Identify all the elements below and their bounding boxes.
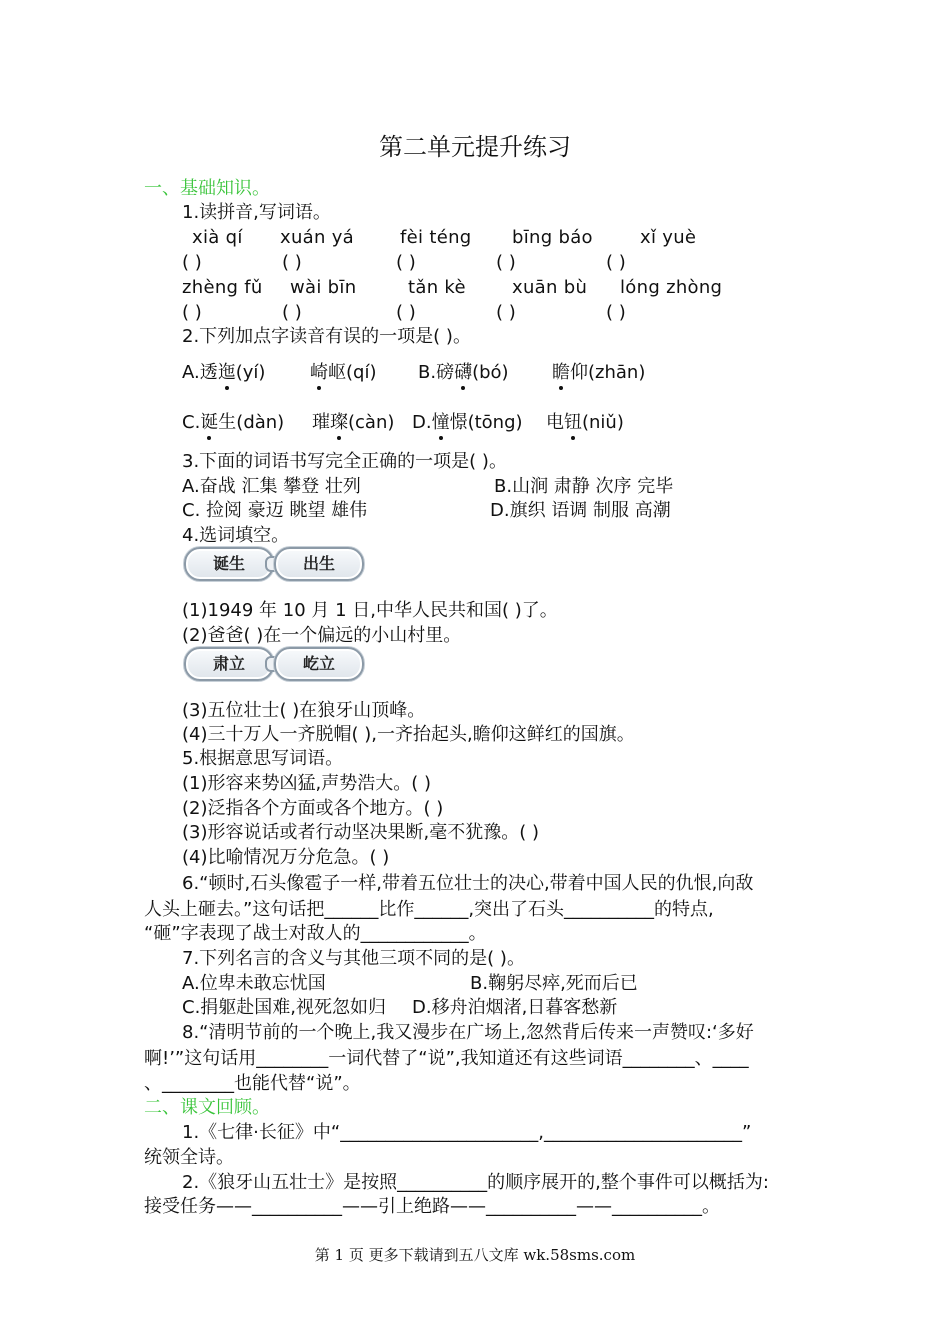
section-heading-basics: 一、基础知识。: [144, 178, 270, 199]
word-chip-dansheng: 诞生: [184, 547, 274, 581]
review-2-line-1: 2.《狼牙山五壮士》是按照__________的顺序展开的,整个事件可以概括为:: [182, 1172, 769, 1193]
q1-blank[interactable]: ( ): [606, 302, 626, 323]
q4-sentence-1: (1)1949 年 10 月 1 日,中华人民共和国( )了。: [182, 600, 558, 621]
q7-option-c: C.捐躯赴国难,视死忽如归: [182, 997, 387, 1018]
q2-option-c-word2: 璀璨(càn): [312, 412, 395, 433]
q1-blank[interactable]: ( ): [282, 302, 302, 323]
q1-pinyin-7: wài bīn: [290, 277, 357, 298]
q4-stem: 4.选词填空。: [182, 525, 290, 546]
q1-blank[interactable]: ( ): [282, 252, 302, 273]
q7-option-b: B.鞠躬尽瘁,死而后已: [470, 973, 638, 994]
review-1-line-1: 1.《七律·长征》中“______________________,______________________”: [182, 1122, 752, 1143]
q1-stem: 1.读拼音,写词语。: [182, 202, 331, 223]
q3-option-d: D.旗织 语调 制服 高潮: [490, 500, 671, 521]
word-chip-chusheng: 出生: [274, 547, 364, 581]
q4-sentence-3: (3)五位壮士( )在狼牙山顶峰。: [182, 700, 426, 721]
q2-stem: 2.下列加点字读音有误的一项是( )。: [182, 326, 471, 347]
q1-blank[interactable]: ( ): [496, 302, 516, 323]
q3-stem: 3.下面的词语书写完全正确的一项是( )。: [182, 451, 507, 472]
q1-blank[interactable]: ( ): [182, 252, 202, 273]
q7-stem: 7.下列名言的含义与其他三项不同的是( )。: [182, 948, 525, 969]
q4-sentence-2: (2)爸爸( )在一个偏远的小山村里。: [182, 625, 462, 646]
q3-option-a: A.奋战 汇集 攀登 壮列: [182, 476, 361, 497]
q1-blank[interactable]: ( ): [182, 302, 202, 323]
q6-line-2: 人头上砸去。”这句话把______比作______,突出了石头__________的特点,: [144, 899, 714, 920]
q1-blank[interactable]: ( ): [396, 302, 416, 323]
q4-sentence-4: (4)三十万人一齐脱帽( ),一齐抬起头,瞻仰这鲜红的国旗。: [182, 724, 635, 745]
q5-item-2: (2)泛指各个方面或各个地方。( ): [182, 798, 444, 819]
q2-option-d: D.憧憬(tōng): [412, 412, 523, 433]
page-title: 第二单元提升练习: [379, 133, 571, 161]
q1-pinyin-4: bīng báo: [512, 227, 593, 248]
q5-item-4: (4)比喻情况万分危急。( ): [182, 847, 390, 868]
q3-option-c: C. 捡阅 豪迈 眺望 雄伟: [182, 500, 368, 521]
q2-option-c: C.诞生(dàn): [182, 412, 285, 433]
word-chip-yili: 屹立: [274, 647, 364, 681]
q2-option-d-word2: 电钮(niǔ): [546, 412, 624, 433]
q1-blank[interactable]: ( ): [606, 252, 626, 273]
q1-pinyin-2: xuán yá: [280, 227, 355, 248]
q7-option-a: A.位卑未敢忘忧国: [182, 973, 326, 994]
q8-line-2: 啊!’”这句话用________一词代替了“说”,我知道还有这些词语________、____: [144, 1048, 749, 1069]
section-heading-review: 二、课文回顾。: [144, 1097, 270, 1118]
q6-line-1: 6.“顿时,石头像雹子一样,带着五位壮士的决心,带着中国人民的仇恨,向敌: [182, 873, 754, 894]
review-2-line-2: 接受任务——__________——引上绝路——__________——__________。: [144, 1196, 720, 1217]
q1-pinyin-8: tǎn kè: [408, 277, 466, 298]
q1-pinyin-9: xuān bù: [512, 277, 588, 298]
q1-pinyin-1: xià qí: [192, 227, 243, 248]
q7-option-d: D.移舟泊烟渚,日暮客愁新: [412, 997, 618, 1018]
q2-option-a: A.透迤(yí): [182, 362, 266, 383]
q8-line-1: 8.“清明节前的一个晚上,我又漫步在广场上,忽然背后传来一声赞叹:‘多好: [182, 1022, 754, 1043]
q2-option-a-word2: 崎岖(qí): [310, 362, 377, 383]
q5-stem: 5.根据意思写词语。: [182, 748, 344, 769]
review-1-line-2: 统领全诗。: [144, 1147, 234, 1168]
q3-option-b: B.山涧 肃静 次序 完毕: [494, 476, 674, 497]
q2-option-b: B.磅礴(bó): [418, 362, 509, 383]
q8-line-3: 、________也能代替“说”。: [144, 1073, 361, 1094]
q1-blank[interactable]: ( ): [496, 252, 516, 273]
q1-pinyin-5: xǐ yuè: [640, 227, 697, 248]
word-chip-suli: 肃立: [184, 647, 274, 681]
q1-pinyin-6: zhèng fǔ: [182, 277, 263, 298]
page-footer: 第 1 页 更多下载请到五八文库 wk.58sms.com: [314, 1246, 636, 1264]
q2-option-b-word2: 瞻仰(zhān): [552, 362, 646, 383]
q5-item-3: (3)形容说话或者行动坚决果断,毫不犹豫。( ): [182, 822, 539, 843]
q1-pinyin-10: lóng zhòng: [620, 277, 723, 298]
q1-blank[interactable]: ( ): [396, 252, 416, 273]
q5-item-1: (1)形容来势凶猛,声势浩大。( ): [182, 773, 431, 794]
q6-line-3: “砸”字表现了战士对敌人的____________。: [144, 923, 487, 944]
q1-pinyin-3: fèi téng: [400, 227, 472, 248]
